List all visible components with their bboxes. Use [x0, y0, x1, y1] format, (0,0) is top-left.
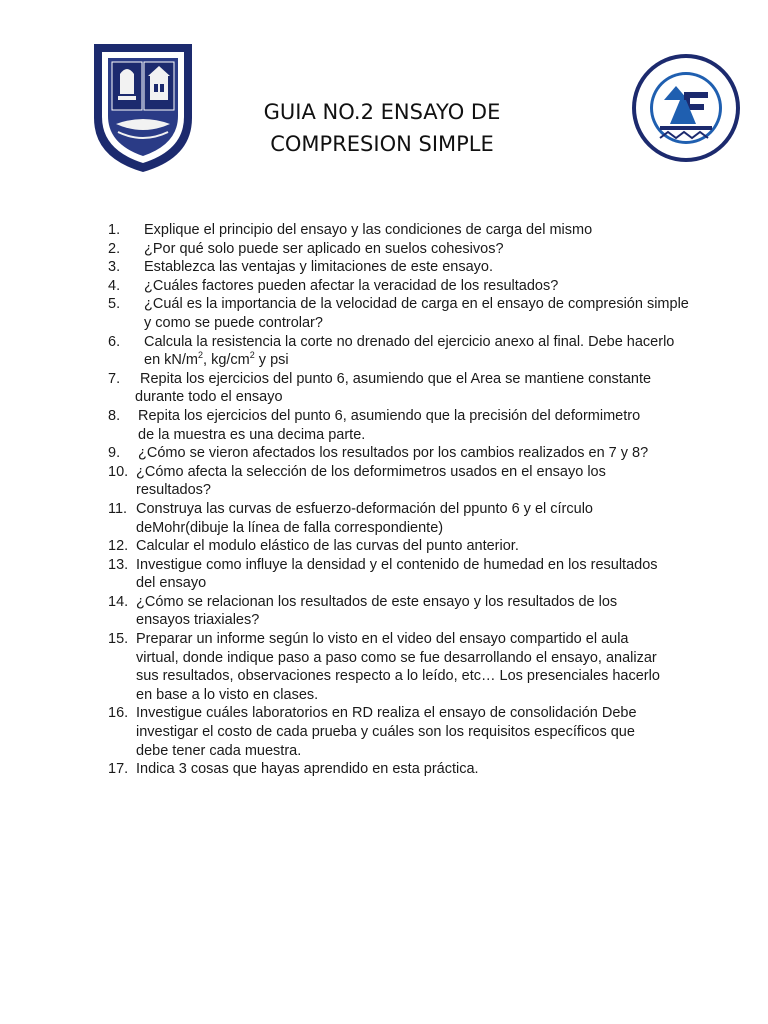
question-item — [108, 333, 728, 370]
question-number: 6. — [108, 333, 121, 350]
question-item — [108, 760, 728, 779]
question-text-units: en $kN/m^2$, $kg/cm^2$ y psi — [144, 350, 289, 369]
question-item — [108, 370, 728, 407]
question-item — [108, 240, 728, 259]
question-text: Explique el principio del ensayo y las condiciones de carga del mismo — [144, 222, 593, 238]
question-text: sus resultados, observaciones respecto a lo leído, etc… Los presenciales hacerlo — [136, 668, 660, 685]
question-number: 8. — [108, 407, 121, 424]
question-item — [108, 500, 728, 537]
question-number: 4. — [108, 277, 121, 294]
question-number: 2. — [108, 240, 121, 257]
question-number: 11. — [108, 500, 128, 517]
question-text: deMohr(dibuje la línea de falla correspondiente) — [136, 519, 444, 536]
fia-faculty-seal-logo — [630, 52, 742, 164]
page-title — [200, 96, 564, 160]
question-number: 7. — [108, 370, 121, 387]
question-text: Repita los ejercicios del punto 6, asumiendo que el Area se mantiene constante — [140, 370, 652, 387]
question-number: 17. — [108, 761, 129, 778]
question-text: Preparar un informe según lo visto en el video del ensayo compartido el aula — [136, 631, 629, 648]
question-number: 15. — [108, 631, 129, 648]
question-item — [108, 463, 728, 500]
question-list — [108, 221, 728, 779]
title-line-1: GUIA NO.2 ENSAYO DE — [263, 100, 501, 124]
question-text: Establezca las ventajas y limitaciones de este ensayo. — [144, 259, 493, 276]
question-item — [108, 258, 728, 277]
question-text: investigar el costo de cada prueba y cuáles son los requisitos específicos que — [136, 724, 635, 741]
question-item — [108, 704, 728, 760]
question-text: Investigue cuáles laboratorios en RD realiza el ensayo de consolidación Debe — [136, 705, 637, 722]
question-number: 10. — [108, 463, 129, 480]
question-text: en base a lo visto en clases. — [136, 686, 319, 703]
question-text: resultados? — [136, 482, 211, 499]
question-text: ¿Cómo se relacionan los resultados de este ensayo y los resultados de los — [136, 593, 618, 610]
question-item — [108, 221, 728, 240]
question-text: Construya las curvas de esfuerzo-deformación del ppunto 6 y el círculo — [136, 500, 593, 517]
question-item — [108, 277, 728, 296]
question-number: 16. — [108, 705, 129, 722]
question-item — [108, 556, 728, 593]
question-number: 12. — [108, 538, 129, 555]
question-item — [108, 295, 728, 332]
question-number: 9. — [108, 445, 121, 462]
question-item — [108, 407, 728, 444]
question-text: durante todo el ensayo — [135, 389, 283, 406]
question-text: Indica 3 cosas que hayas aprendido en esta práctica. — [136, 761, 479, 778]
question-item — [108, 593, 728, 630]
question-text: debe tener cada muestra. — [136, 742, 302, 759]
question-text: de la muestra es una decima parte. — [138, 426, 366, 443]
question-text: ¿Cómo afecta la selección de los deformimetros usados en el ensayo los — [136, 463, 606, 480]
question-number: 3. — [108, 259, 121, 276]
question-number: 14. — [108, 593, 129, 610]
question-text: Calcular el modulo elástico de las curvas del punto anterior. — [136, 538, 519, 555]
university-seal-logo — [88, 40, 198, 174]
question-number: 5. — [108, 296, 121, 313]
question-item — [108, 444, 728, 463]
question-text: del ensayo — [136, 575, 207, 592]
title-line-2: COMPRESION SIMPLE — [270, 132, 494, 156]
question-number: 1. — [108, 222, 121, 238]
question-item — [108, 630, 728, 704]
question-text: ¿Por qué solo puede ser aplicado en suelos cohesivos? — [144, 240, 504, 257]
question-text: ¿Cómo se vieron afectados los resultados por los cambios realizados en 7 y 8? — [138, 445, 649, 462]
question-text: ¿Cuáles factores pueden afectar la veracidad de los resultados? — [144, 277, 559, 294]
question-text: ¿Cuál es la importancia de la velocidad de carga en el ensayo de compresión simple — [144, 296, 689, 313]
question-text: ensayos triaxiales? — [136, 612, 260, 629]
question-item — [108, 537, 728, 556]
question-text: Repita los ejercicios del punto 6, asumiendo que la precisión del deformimetro — [138, 407, 641, 424]
question-number: 13. — [108, 556, 129, 573]
question-text: Calcula la resistencia la corte no drenado del ejercicio anexo al final. Debe hacerlo — [144, 333, 675, 350]
question-text: y como se puede controlar? — [144, 314, 323, 331]
question-text: Investigue como influye la densidad y el contenido de humedad en los resultados — [136, 556, 658, 573]
question-text: virtual, donde indique paso a paso como se fue desarrollando el ensayo, analizar — [136, 649, 657, 666]
